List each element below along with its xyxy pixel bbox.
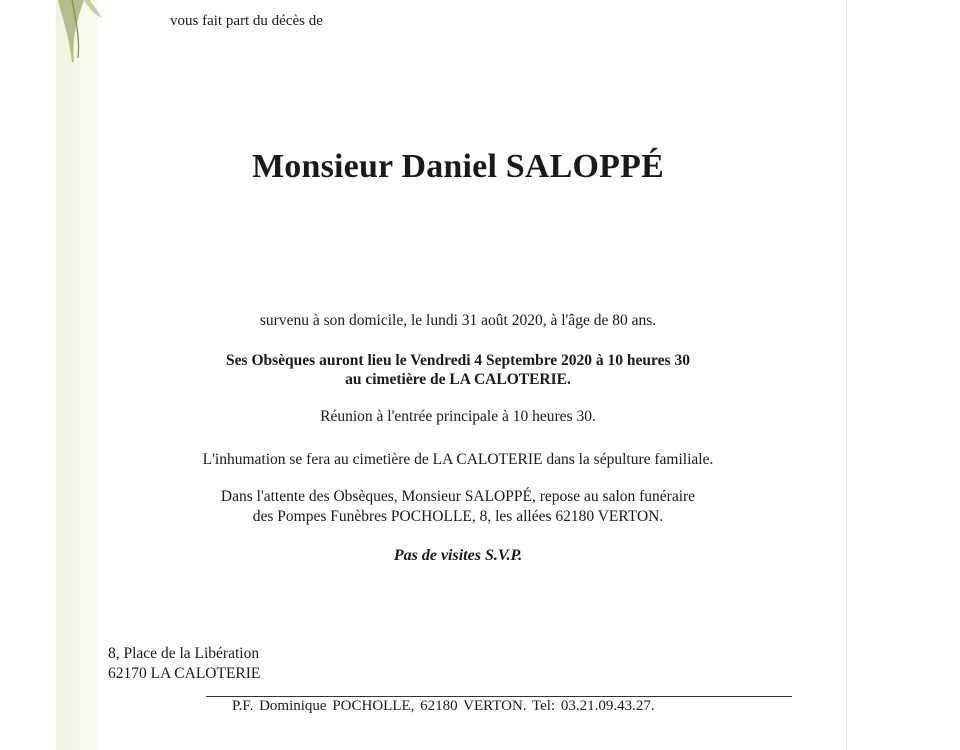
no-visits-text: Pas de visites S.V.P. <box>393 547 523 564</box>
burial-text: L'inhumation se fera au cimetière de LA CALOTERIE dans la sépulture familiale. <box>202 451 714 468</box>
address-line1: 8, Place de la Libération <box>108 645 260 662</box>
footer-divider <box>206 696 792 697</box>
deceased-name-heading: Monsieur Daniel SALOPPÉ <box>251 148 664 185</box>
meeting-text: Réunion à l'entrée principale à 10 heures 30. <box>320 408 596 425</box>
resting-text-line2: des Pompes Funèbres POCHOLLE, 8, les allées 62180 VERTON. <box>252 508 664 525</box>
resting-text-line1: Dans l'attente des Obsèques, Monsieur SALOPPÉ, repose au salon funéraire <box>220 488 696 505</box>
funeral-place-text: au cimetière de LA CALOTERIE. <box>345 371 571 388</box>
leaf-icon <box>50 0 110 70</box>
funeral-home-footer: P.F. Dominique POCHOLLE, 62180 VERTON. Tel: 03.21.09.43.27. <box>232 698 655 714</box>
intro-text: vous fait part du décès de <box>170 13 323 29</box>
address-line2: 62170 LA CALOTERIE <box>108 665 261 682</box>
funeral-date-text: Ses Obsèques auront lieu le Vendredi 4 Septembre 2020 à 10 heures 30 <box>226 352 690 369</box>
death-info-text: survenu à son domicile, le lundi 31 août 2020, à l'âge de 80 ans. <box>259 312 657 329</box>
